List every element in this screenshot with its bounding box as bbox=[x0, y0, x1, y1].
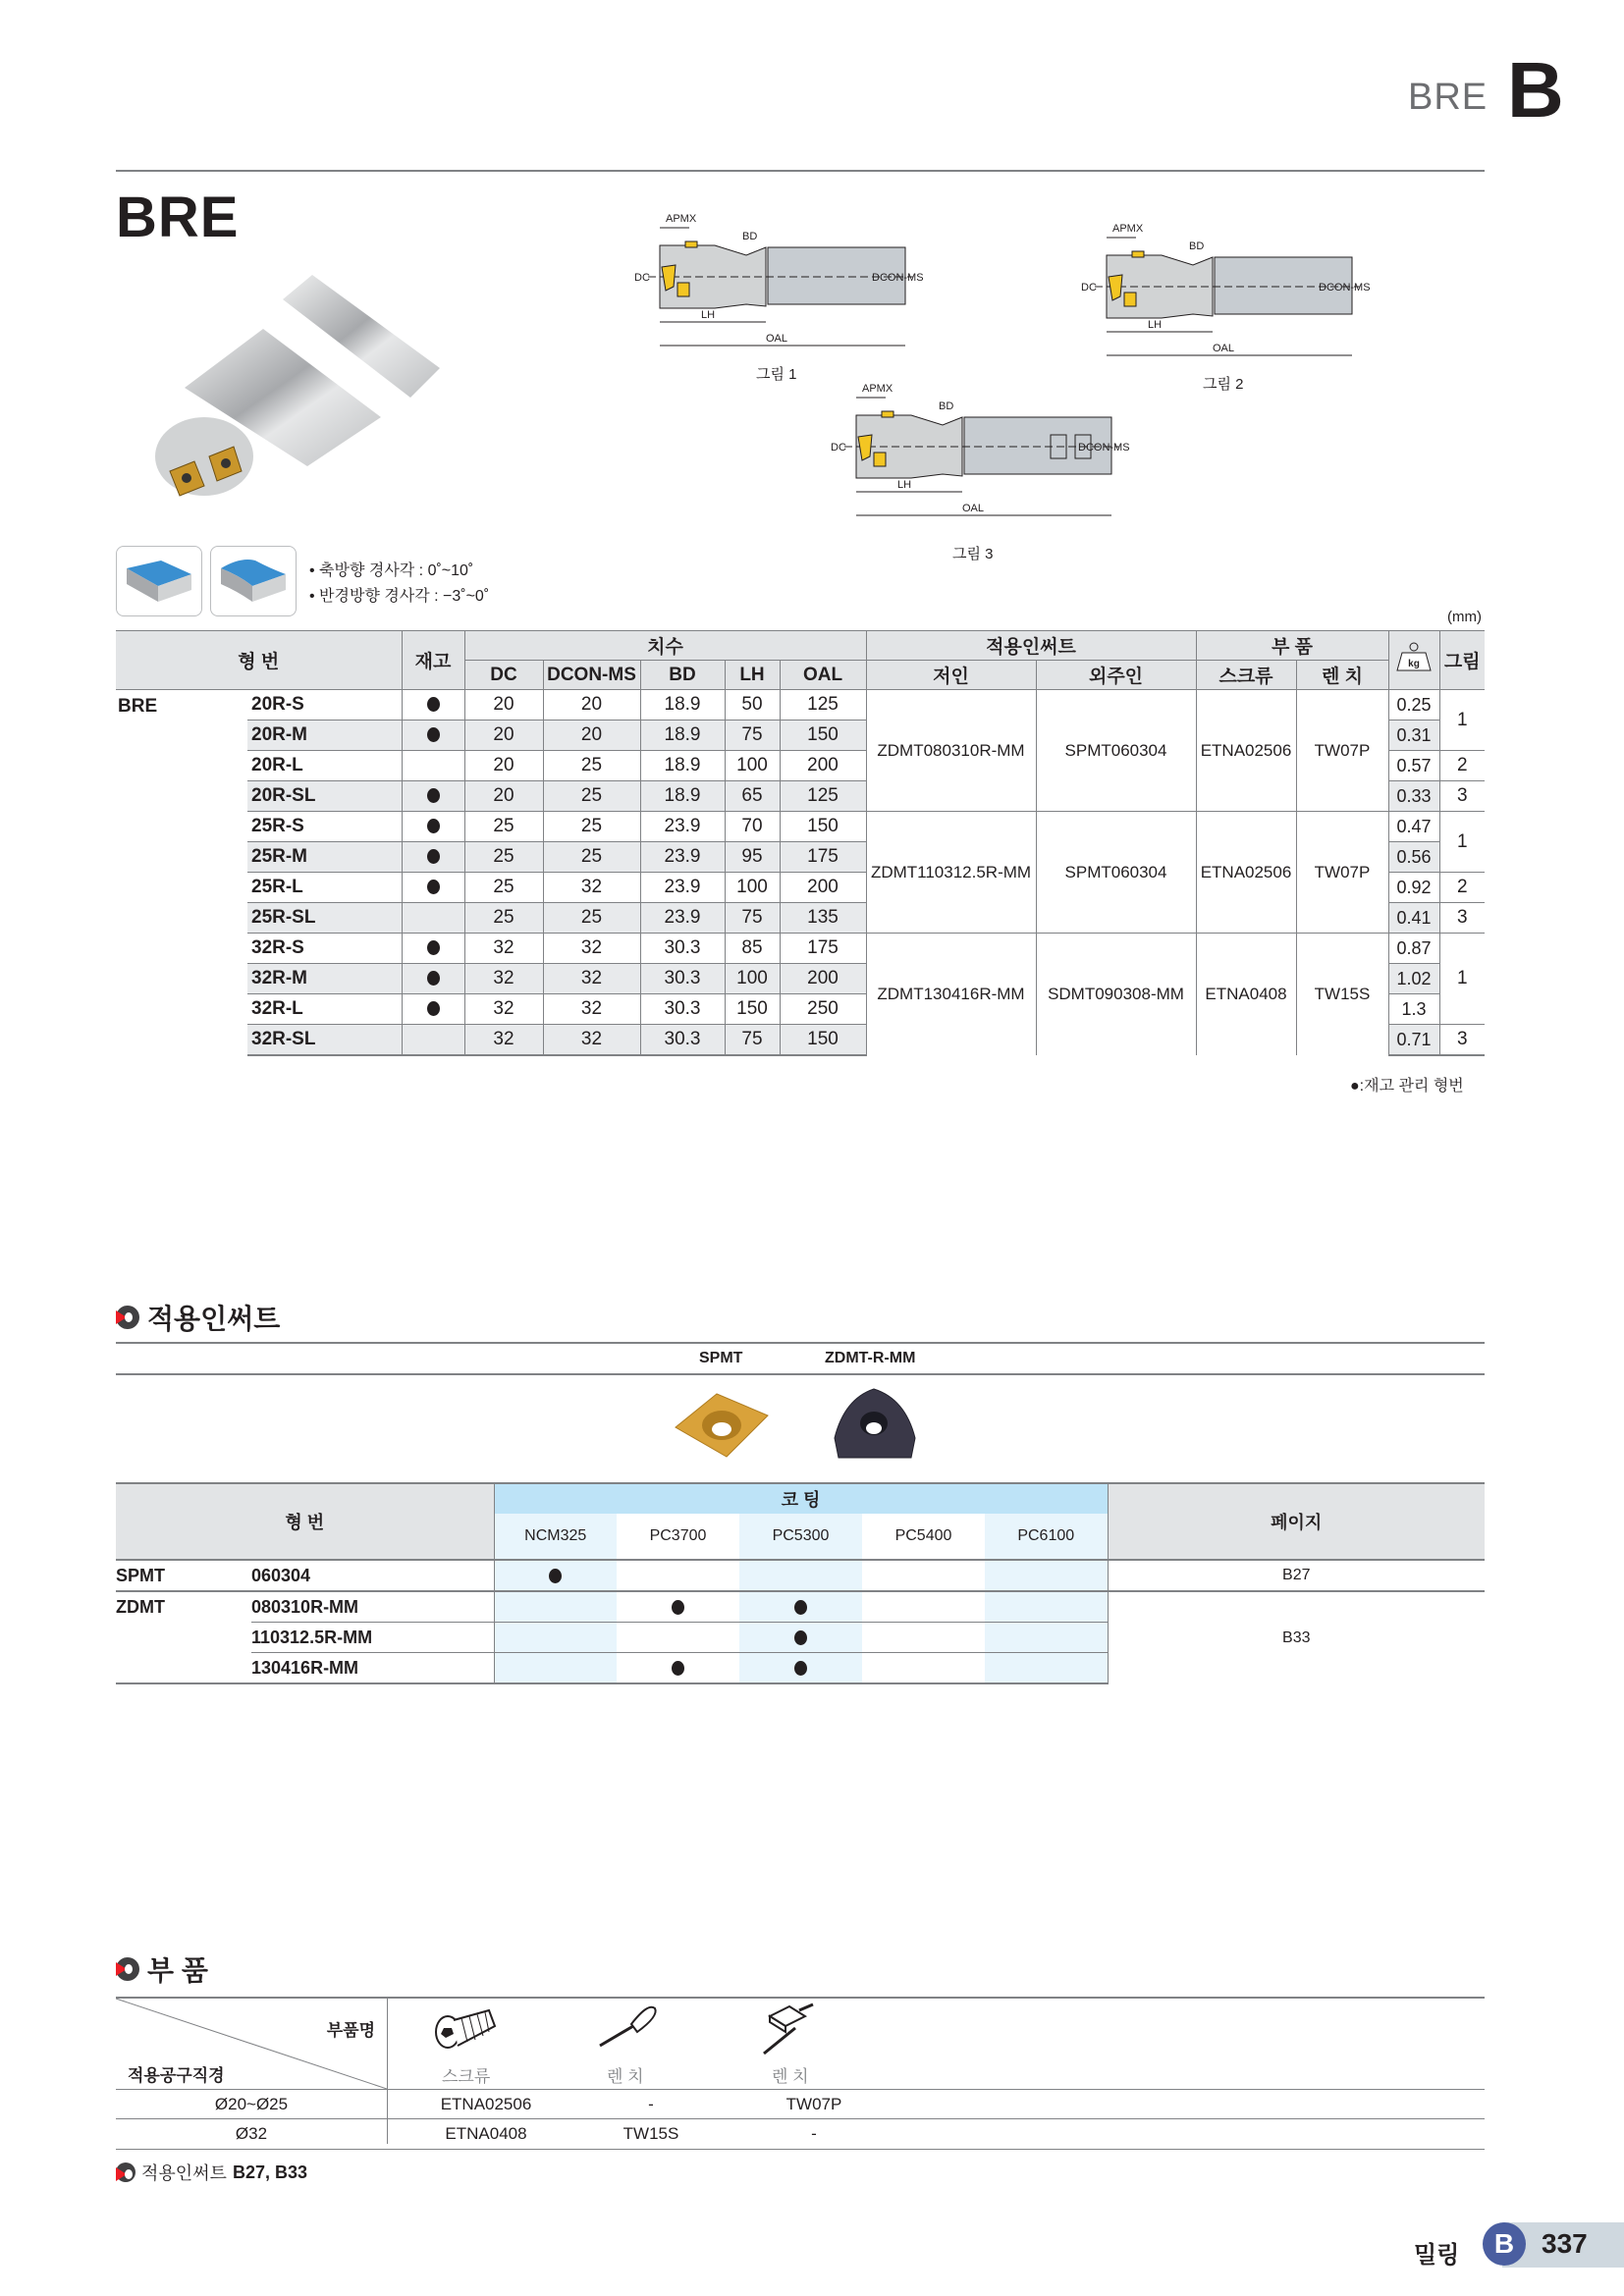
dim-dcon: 32 bbox=[543, 873, 640, 903]
weight-value: 0.25 bbox=[1388, 690, 1439, 721]
tool-diameter-label: 적용공구직경 bbox=[128, 2066, 225, 2085]
model-code: 32R-L bbox=[247, 994, 402, 1025]
insert-series bbox=[116, 1623, 251, 1653]
unit-label: (mm) bbox=[1447, 609, 1482, 625]
stock-cell bbox=[402, 781, 464, 812]
page-ref: B27 bbox=[1108, 1560, 1485, 1591]
svg-text:DCON-MS: DCON-MS bbox=[1319, 282, 1371, 294]
group-wrench: TW15S bbox=[1296, 934, 1388, 1056]
dim-dc: 25 bbox=[464, 903, 543, 934]
coating-cell bbox=[617, 1623, 739, 1653]
coating-header-model: 형 번 bbox=[116, 1483, 494, 1560]
header-dimensions: 치수 bbox=[464, 631, 866, 661]
wrench-t-icon bbox=[594, 2002, 663, 2052]
subheader-dcon-ms: DCON-MS bbox=[543, 661, 640, 690]
coating-cell bbox=[739, 1560, 862, 1591]
coating-cell bbox=[985, 1591, 1108, 1623]
dim-bd: 23.9 bbox=[640, 842, 725, 873]
group-screw: ETNA02506 bbox=[1196, 690, 1296, 812]
svg-text:OAL: OAL bbox=[1213, 343, 1235, 354]
weight-value: 1.3 bbox=[1388, 994, 1439, 1025]
available-dot-icon bbox=[794, 1661, 807, 1676]
tool-diameter: Ø32 bbox=[235, 2124, 268, 2143]
grade-ncm325: NCM325 bbox=[494, 1514, 617, 1560]
diagram-2 bbox=[1075, 218, 1399, 370]
insert-name-zdmt: ZDMT-R-MM bbox=[825, 1350, 916, 1366]
stock-dot-icon bbox=[427, 697, 440, 712]
table-row bbox=[116, 934, 1485, 964]
reference-label: 적용인써트 bbox=[141, 2163, 227, 2183]
coating-cell bbox=[985, 1560, 1108, 1591]
insert-section-label: 적용인써트 bbox=[147, 1304, 281, 1334]
table-row bbox=[116, 690, 1485, 721]
insert-name-row bbox=[116, 1342, 1485, 1375]
coating-table bbox=[116, 1482, 1485, 1684]
grade-pc6100: PC6100 bbox=[985, 1514, 1108, 1560]
table-row bbox=[116, 812, 1485, 842]
stock-cell bbox=[402, 873, 464, 903]
stock-dot-icon bbox=[427, 971, 440, 986]
coating-cell bbox=[494, 1623, 617, 1653]
model-code: 25R-M bbox=[247, 842, 402, 873]
dim-oal: 175 bbox=[780, 842, 866, 873]
figure-number: 3 bbox=[1439, 781, 1485, 812]
coating-cell bbox=[862, 1653, 985, 1684]
parts-col-screw: 스크류 bbox=[442, 2067, 491, 2086]
dim-dc: 25 bbox=[464, 812, 543, 842]
figure-number: 3 bbox=[1439, 1025, 1485, 1056]
wrench-key-icon bbox=[756, 2002, 825, 2057]
dim-lh: 75 bbox=[725, 903, 780, 934]
dim-lh: 100 bbox=[725, 751, 780, 781]
footer-section-letter: B bbox=[1483, 2222, 1526, 2266]
dim-oal: 125 bbox=[780, 781, 866, 812]
stock-dot-icon bbox=[427, 819, 440, 833]
axial-rake-angle: • 축방향 경사각 : 0˚~10˚ bbox=[309, 562, 474, 579]
dim-bd: 30.3 bbox=[640, 934, 725, 964]
dim-dc: 20 bbox=[464, 751, 543, 781]
dim-dc: 25 bbox=[464, 842, 543, 873]
diagram-1 bbox=[628, 208, 952, 360]
parts-section-title bbox=[116, 1949, 208, 1989]
svg-text:OAL: OAL bbox=[766, 333, 788, 345]
figure-number: 3 bbox=[1439, 903, 1485, 934]
dim-oal: 150 bbox=[780, 1025, 866, 1056]
svg-text:BD: BD bbox=[742, 231, 758, 242]
weight-value: 0.31 bbox=[1388, 721, 1439, 751]
svg-text:APMX: APMX bbox=[666, 213, 697, 225]
dim-dcon: 25 bbox=[543, 781, 640, 812]
weight-value: 1.02 bbox=[1388, 964, 1439, 994]
available-dot-icon bbox=[794, 1630, 807, 1645]
dim-dc: 25 bbox=[464, 873, 543, 903]
model-code: 20R-L bbox=[247, 751, 402, 781]
stock-dot-icon bbox=[427, 788, 440, 803]
stock-cell bbox=[402, 964, 464, 994]
coating-cell bbox=[617, 1591, 739, 1623]
stock-cell bbox=[402, 903, 464, 934]
svg-text:OAL: OAL bbox=[962, 503, 985, 514]
figure-number: 1 bbox=[1439, 934, 1485, 1025]
model-code: 32R-S bbox=[247, 934, 402, 964]
insert-reference bbox=[116, 2160, 307, 2185]
dim-dcon: 20 bbox=[543, 721, 640, 751]
page-number: 337 bbox=[1542, 2228, 1588, 2259]
dim-dcon: 25 bbox=[543, 751, 640, 781]
model-code: 32R-SL bbox=[247, 1025, 402, 1056]
model-code: 25R-S bbox=[247, 812, 402, 842]
diagram-caption-1: 그림 1 bbox=[756, 366, 797, 383]
group-inner: ZDMT110312.5R-MM bbox=[866, 812, 1036, 934]
weight-value: 0.47 bbox=[1388, 812, 1439, 842]
coating-cell bbox=[862, 1623, 985, 1653]
weight-value: 0.87 bbox=[1388, 934, 1439, 964]
reference-arrow-icon bbox=[116, 2163, 135, 2182]
dim-bd: 30.3 bbox=[640, 964, 725, 994]
section-arrow-icon bbox=[116, 1306, 139, 1329]
model-code: 25R-SL bbox=[247, 903, 402, 934]
svg-text:BD: BD bbox=[1189, 240, 1205, 252]
group-screw: ETNA02506 bbox=[1196, 812, 1296, 934]
series-name: BRE bbox=[118, 696, 158, 717]
coating-cell bbox=[985, 1623, 1108, 1653]
subheader-외주인: 외주인 bbox=[1036, 661, 1196, 690]
screw-icon bbox=[432, 2002, 501, 2052]
group-screw: ETNA0408 bbox=[1196, 934, 1296, 1056]
figure-number: 2 bbox=[1439, 751, 1485, 781]
weight-value: 0.92 bbox=[1388, 873, 1439, 903]
zdmt-insert-image bbox=[825, 1384, 923, 1465]
dim-oal: 150 bbox=[780, 812, 866, 842]
dim-bd: 18.9 bbox=[640, 781, 725, 812]
curved-surface-icon bbox=[210, 546, 297, 616]
dim-dc: 20 bbox=[464, 721, 543, 751]
coating-header: 코 팅 bbox=[494, 1483, 1108, 1514]
spmt-insert-image bbox=[668, 1386, 776, 1465]
diagram-3 bbox=[825, 378, 1149, 530]
group-wrench: TW07P bbox=[1296, 690, 1388, 812]
svg-text:DCON-MS: DCON-MS bbox=[1078, 442, 1130, 454]
coating-cell bbox=[739, 1623, 862, 1653]
available-dot-icon bbox=[794, 1600, 807, 1615]
weight-value: 0.41 bbox=[1388, 903, 1439, 934]
available-dot-icon bbox=[672, 1661, 684, 1676]
subheader-저인: 저인 bbox=[866, 661, 1036, 690]
subheader-bd: BD bbox=[640, 661, 725, 690]
dim-oal: 200 bbox=[780, 873, 866, 903]
dim-dc: 20 bbox=[464, 690, 543, 721]
stock-cell bbox=[402, 812, 464, 842]
subheader-렌-치: 렌 치 bbox=[1296, 661, 1388, 690]
stock-dot-icon bbox=[427, 880, 440, 894]
available-dot-icon bbox=[672, 1600, 684, 1615]
group-outer: SPMT060304 bbox=[1036, 690, 1196, 812]
svg-text:DC: DC bbox=[831, 442, 846, 454]
svg-text:LH: LH bbox=[701, 309, 716, 321]
coating-cell bbox=[739, 1591, 862, 1623]
dim-bd: 23.9 bbox=[640, 903, 725, 934]
subheader-oal: OAL bbox=[780, 661, 866, 690]
dim-bd: 23.9 bbox=[640, 873, 725, 903]
dim-dc: 32 bbox=[464, 964, 543, 994]
part-code: - bbox=[811, 2124, 817, 2143]
header-parts: 부 품 bbox=[1196, 631, 1388, 661]
dim-oal: 200 bbox=[780, 751, 866, 781]
group-wrench: TW07P bbox=[1296, 812, 1388, 934]
coating-cell bbox=[739, 1653, 862, 1684]
header-insert: 적용인써트 bbox=[866, 631, 1196, 661]
model-code: 20R-SL bbox=[247, 781, 402, 812]
weight-value: 0.56 bbox=[1388, 842, 1439, 873]
dim-dc: 32 bbox=[464, 934, 543, 964]
svg-text:DC: DC bbox=[1081, 282, 1097, 294]
weight-value: 0.71 bbox=[1388, 1025, 1439, 1056]
stock-cell bbox=[402, 842, 464, 873]
grade-pc3700: PC3700 bbox=[617, 1514, 739, 1560]
diagram-caption-2: 그림 2 bbox=[1203, 376, 1244, 393]
stock-cell bbox=[402, 751, 464, 781]
insert-series: ZDMT bbox=[116, 1591, 251, 1623]
coating-row bbox=[116, 1591, 1485, 1623]
coating-cell bbox=[617, 1560, 739, 1591]
grade-pc5300: PC5300 bbox=[739, 1514, 862, 1560]
figure-number: 1 bbox=[1439, 690, 1485, 751]
parts-corner-cell bbox=[116, 1999, 387, 2089]
parts-section-label: 부 품 bbox=[147, 1955, 208, 1986]
header-stock: 재고 bbox=[402, 631, 464, 690]
coating-cell bbox=[862, 1560, 985, 1591]
parts-row bbox=[116, 2089, 1485, 2119]
dim-bd: 18.9 bbox=[640, 690, 725, 721]
part-code: TW07P bbox=[785, 2095, 842, 2113]
insert-series: SPMT bbox=[116, 1560, 251, 1591]
dim-lh: 75 bbox=[725, 1025, 780, 1056]
part-code: ETNA0408 bbox=[445, 2124, 527, 2143]
header-figure: 그림 bbox=[1439, 631, 1485, 690]
dim-oal: 200 bbox=[780, 964, 866, 994]
flat-surface-icon bbox=[116, 546, 202, 616]
model-code: 20R-M bbox=[247, 721, 402, 751]
dim-dc: 32 bbox=[464, 994, 543, 1025]
header-weight bbox=[1388, 631, 1439, 690]
dim-lh: 75 bbox=[725, 721, 780, 751]
insert-model: 130416R-MM bbox=[251, 1653, 494, 1684]
stock-dot-icon bbox=[427, 849, 440, 864]
dim-bd: 30.3 bbox=[640, 994, 725, 1025]
tool-photo bbox=[126, 270, 450, 506]
section-arrow-icon bbox=[116, 1957, 139, 1981]
tool-diameter: Ø20~Ø25 bbox=[214, 2095, 289, 2113]
coating-cell bbox=[617, 1653, 739, 1684]
dim-oal: 135 bbox=[780, 903, 866, 934]
dim-oal: 175 bbox=[780, 934, 866, 964]
dim-oal: 150 bbox=[780, 721, 866, 751]
insert-series bbox=[116, 1653, 251, 1684]
stock-cell bbox=[402, 721, 464, 751]
coating-cell bbox=[494, 1591, 617, 1623]
dim-lh: 50 bbox=[725, 690, 780, 721]
dim-bd: 30.3 bbox=[640, 1025, 725, 1056]
group-outer: SPMT060304 bbox=[1036, 812, 1196, 934]
model-code: 25R-L bbox=[247, 873, 402, 903]
coating-cell bbox=[494, 1560, 617, 1591]
dim-oal: 125 bbox=[780, 690, 866, 721]
stock-cell bbox=[402, 690, 464, 721]
page-header: 페이지 bbox=[1108, 1483, 1485, 1560]
group-inner: ZDMT080310R-MM bbox=[866, 690, 1036, 812]
svg-text:DC: DC bbox=[634, 272, 650, 284]
header-model: 형 번 bbox=[116, 631, 402, 690]
parts-col-wrench-2: 렌 치 bbox=[772, 2067, 809, 2086]
dim-dcon: 32 bbox=[543, 1025, 640, 1056]
stock-cell bbox=[402, 934, 464, 964]
weight-value: 0.33 bbox=[1388, 781, 1439, 812]
diagram-caption-3: 그림 3 bbox=[952, 546, 994, 562]
insert-section-title bbox=[116, 1298, 280, 1337]
dim-dcon: 32 bbox=[543, 934, 640, 964]
page-ref: B33 bbox=[1108, 1591, 1485, 1683]
stock-dot-icon bbox=[427, 940, 440, 955]
dim-bd: 18.9 bbox=[640, 751, 725, 781]
dim-lh: 65 bbox=[725, 781, 780, 812]
dim-lh: 85 bbox=[725, 934, 780, 964]
dim-lh: 100 bbox=[725, 873, 780, 903]
weight-icon bbox=[1394, 641, 1434, 674]
weight-value: 0.57 bbox=[1388, 751, 1439, 781]
dim-lh: 100 bbox=[725, 964, 780, 994]
dim-dc: 32 bbox=[464, 1025, 543, 1056]
stock-dot-icon bbox=[427, 1001, 440, 1016]
coating-row bbox=[116, 1560, 1485, 1591]
stock-note: ●:재고 관리 형번 bbox=[1350, 1078, 1464, 1095]
dim-dcon: 25 bbox=[543, 812, 640, 842]
stock-dot-icon bbox=[427, 727, 440, 742]
dim-lh: 70 bbox=[725, 812, 780, 842]
part-code: TW15S bbox=[623, 2124, 679, 2143]
dim-lh: 150 bbox=[725, 994, 780, 1025]
model-code: 32R-M bbox=[247, 964, 402, 994]
coating-cell bbox=[862, 1591, 985, 1623]
insert-model: 060304 bbox=[251, 1560, 494, 1591]
insert-name-spmt: SPMT bbox=[699, 1350, 743, 1366]
svg-text:APMX: APMX bbox=[1112, 223, 1144, 235]
group-outer: SDMT090308-MM bbox=[1036, 934, 1196, 1056]
top-divider bbox=[116, 170, 1485, 172]
grade-pc5400: PC5400 bbox=[862, 1514, 985, 1560]
parts-col-wrench-1: 렌 치 bbox=[607, 2067, 644, 2086]
parts-name-label: 부품명 bbox=[326, 2021, 375, 2040]
figure-number: 2 bbox=[1439, 873, 1485, 903]
parts-row bbox=[116, 2118, 1485, 2150]
dim-dcon: 32 bbox=[543, 994, 640, 1025]
part-code: - bbox=[648, 2095, 654, 2113]
section-letter: B bbox=[1507, 46, 1564, 133]
spec-table bbox=[116, 630, 1485, 1056]
subheader-lh: LH bbox=[725, 661, 780, 690]
dim-dcon: 25 bbox=[543, 842, 640, 873]
svg-text:LH: LH bbox=[1148, 319, 1163, 331]
dim-oal: 250 bbox=[780, 994, 866, 1025]
coating-cell bbox=[494, 1653, 617, 1684]
model-code: 20R-S bbox=[247, 690, 402, 721]
stock-cell bbox=[402, 1025, 464, 1056]
figure-number: 1 bbox=[1439, 812, 1485, 873]
insert-model: 080310R-MM bbox=[251, 1591, 494, 1623]
svg-text:kg: kg bbox=[1408, 658, 1420, 669]
subheader-dc: DC bbox=[464, 661, 543, 690]
dim-dcon: 25 bbox=[543, 903, 640, 934]
svg-text:APMX: APMX bbox=[862, 383, 893, 395]
dim-lh: 95 bbox=[725, 842, 780, 873]
svg-text:DCON-MS: DCON-MS bbox=[872, 272, 924, 284]
page-title: BRE bbox=[116, 186, 240, 249]
reference-pages: B27, B33 bbox=[232, 2162, 307, 2182]
coating-cell bbox=[985, 1653, 1108, 1684]
group-inner: ZDMT130416R-MM bbox=[866, 934, 1036, 1056]
dim-bd: 18.9 bbox=[640, 721, 725, 751]
subheader-스크류: 스크류 bbox=[1196, 661, 1296, 690]
dim-dcon: 20 bbox=[543, 690, 640, 721]
dim-dc: 20 bbox=[464, 781, 543, 812]
radial-rake-angle: • 반경방향 경사각 : −3˚~0˚ bbox=[309, 588, 490, 605]
series-header: BRE bbox=[1408, 77, 1489, 118]
dim-dcon: 32 bbox=[543, 964, 640, 994]
svg-text:BD: BD bbox=[939, 400, 954, 412]
stock-cell bbox=[402, 994, 464, 1025]
svg-text:LH: LH bbox=[897, 479, 912, 491]
available-dot-icon bbox=[549, 1569, 562, 1583]
dim-bd: 23.9 bbox=[640, 812, 725, 842]
insert-model: 110312.5R-MM bbox=[251, 1623, 494, 1653]
footer-category: 밀링 bbox=[1414, 2242, 1460, 2269]
part-code: ETNA02506 bbox=[440, 2095, 532, 2113]
